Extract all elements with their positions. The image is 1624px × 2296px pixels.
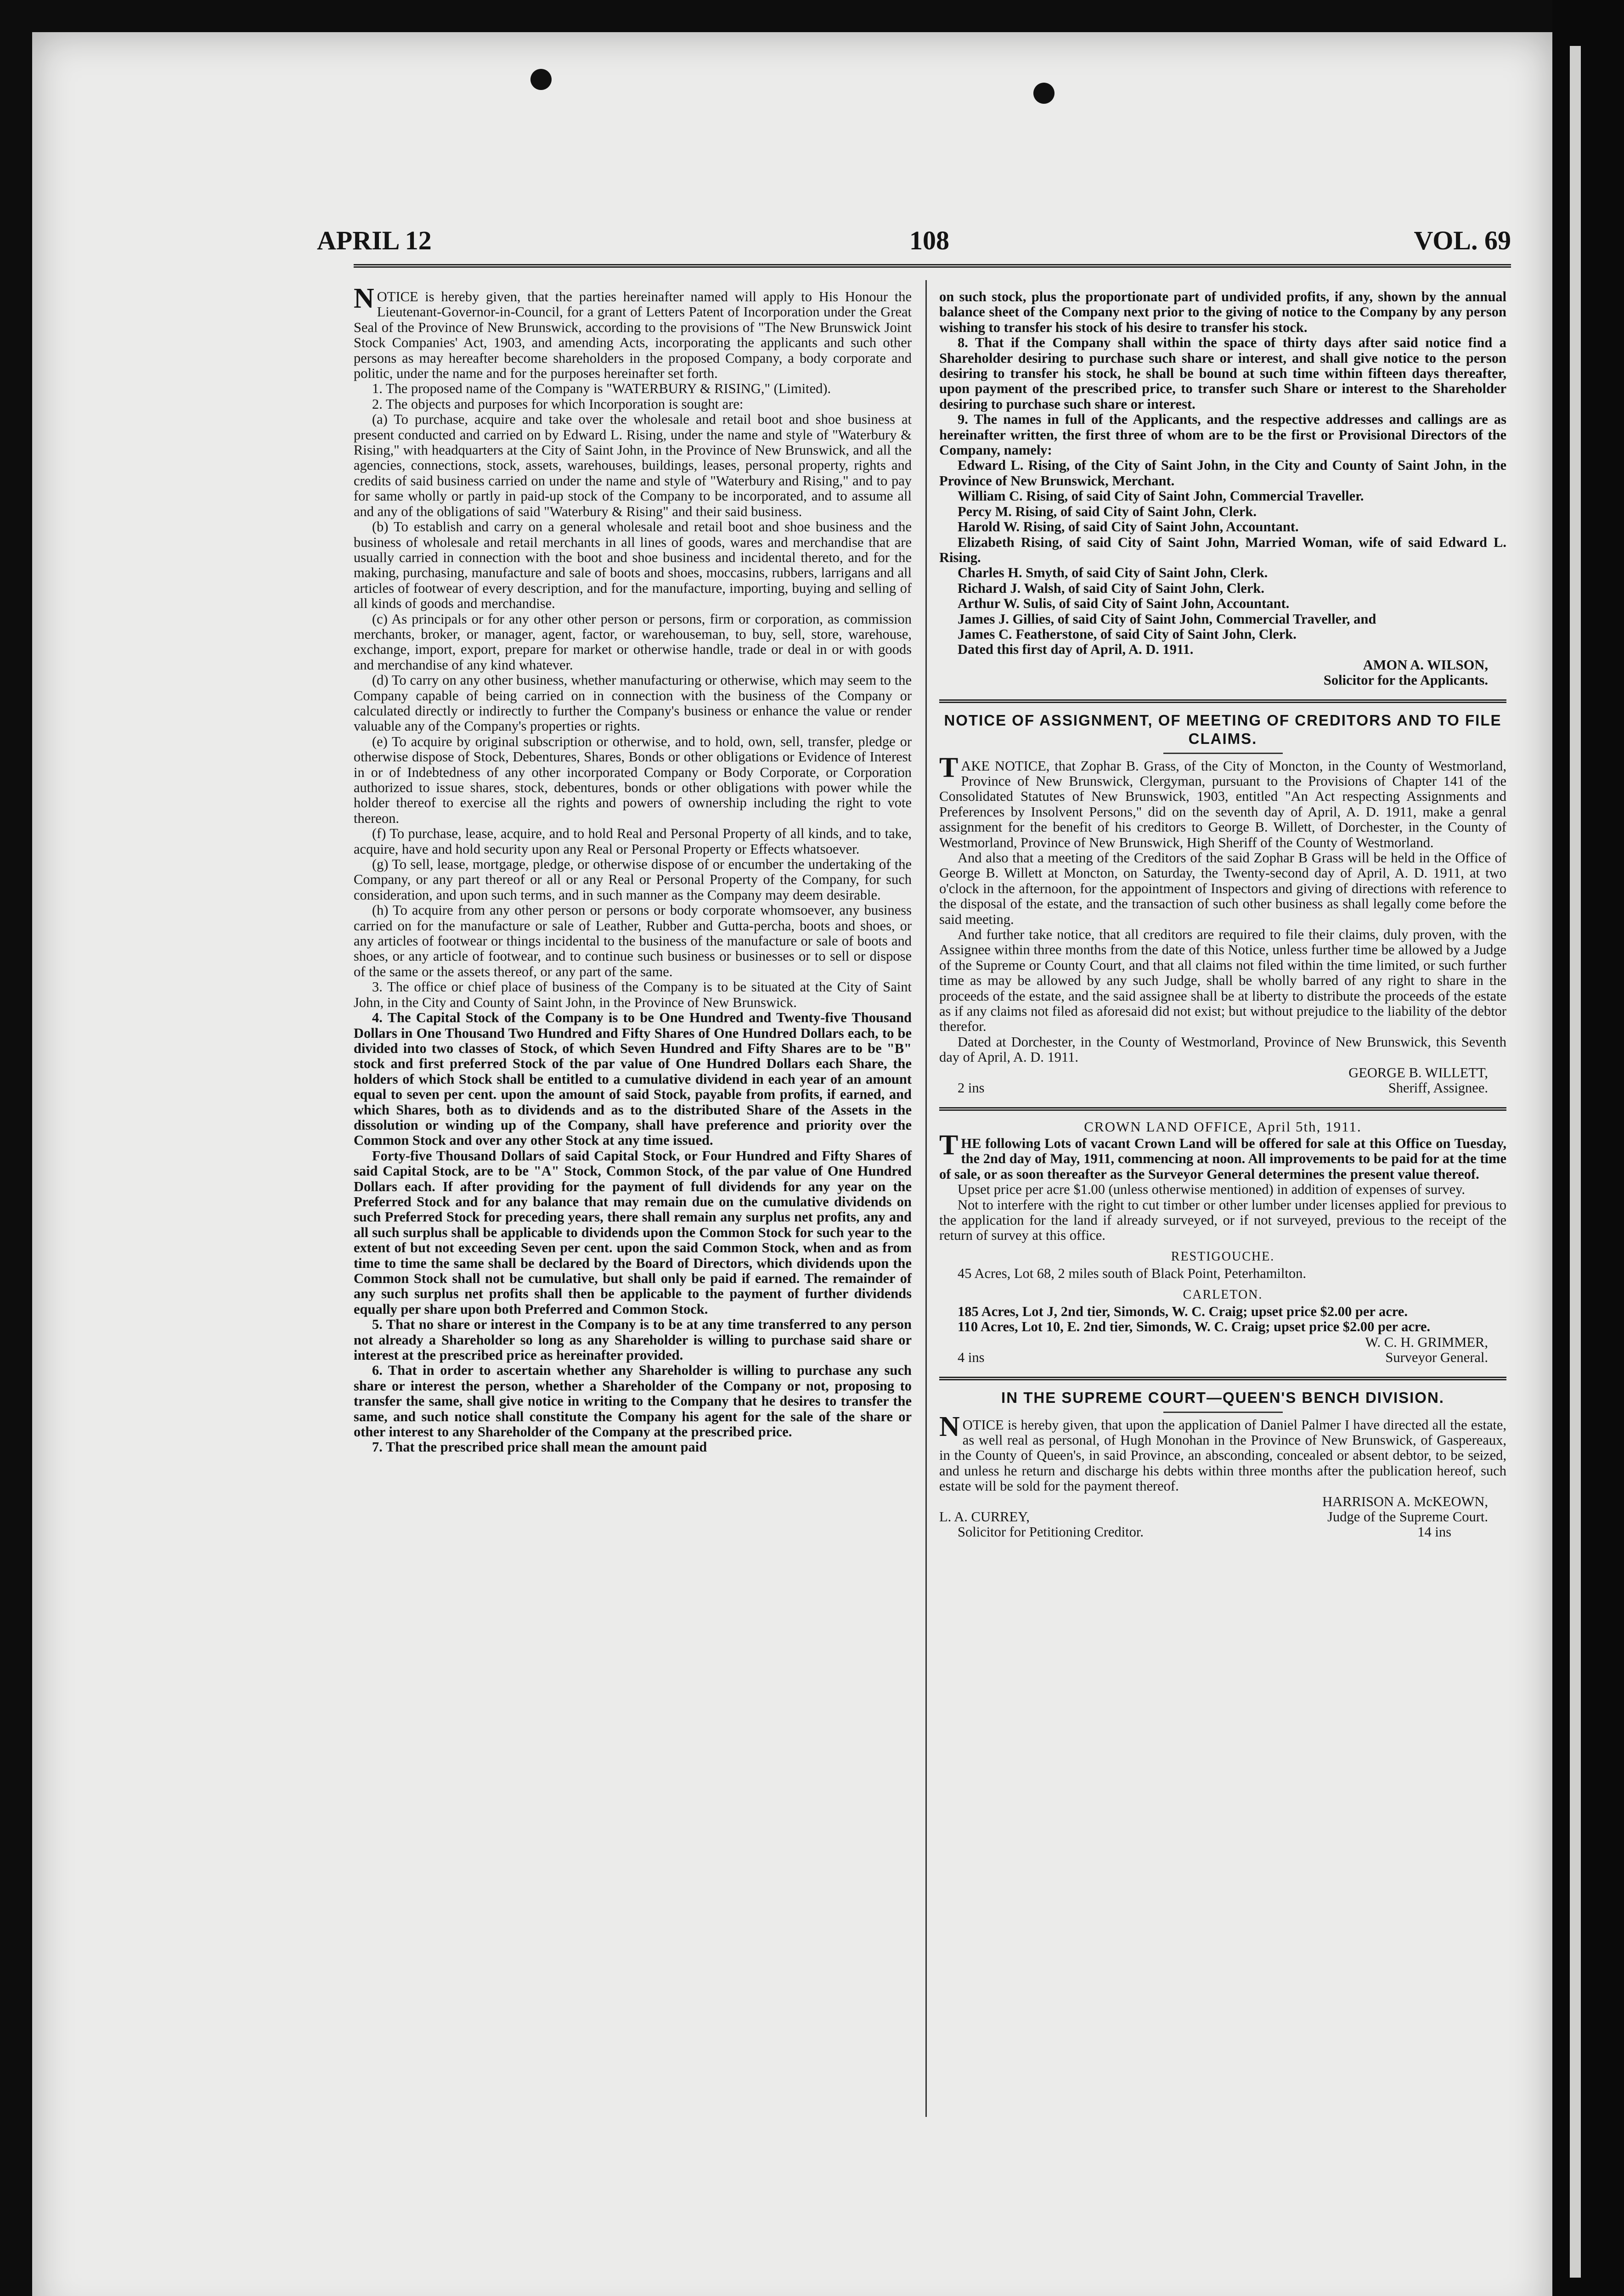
county-heading: CARLETON. — [1183, 1287, 1263, 1302]
drop-cap: T — [939, 1129, 959, 1161]
crown-title: Surveyor General. — [1385, 1350, 1488, 1366]
land-lot: 185 Acres, Lot J, 2nd tier, Simonds, W. C. Craig; upset price $2.00 per acre. — [958, 1303, 1408, 1319]
court-footer-2 — [939, 1525, 1506, 1540]
short-rule — [1163, 1412, 1283, 1413]
judge-title: Judge of the Supreme Court. — [1327, 1509, 1488, 1525]
adjacent-page-edge — [1570, 46, 1581, 2278]
clause-2d: (d) To carry on any other business, whether manufacturing or otherwise, which may seem to the Company capable of being carried on in connection with the business of the Company or calculated directly or indirectly to further the Company's business or enhance the value or render valuable any of the Company's properties or rights. — [354, 672, 912, 734]
clause-2c: (c) As principals or for any other other person or persons, firm or corporation, as commission merchants, broker, or manager, agent, factor, or warehouseman, to buy, sell, store, warehouse, exchange, import, export, prepare for market or otherwise handle, trade or deal in or with goods and merchandise of any kind whatever. — [354, 611, 912, 673]
crown-signature: W. C. H. GRIMMER, — [1365, 1334, 1488, 1350]
assignment-dated: Dated at Dorchester, in the County of Westmorland, Province of New Brunswick, this Seventh day of April, A. D. 1911. — [939, 1034, 1506, 1065]
clause-2f: (f) To purchase, lease, acquire, and to hold Real and Personal Property of all kinds, and to take, acquire, have and hold security upon any Real or Personal Property or Effects whatsoever. — [354, 826, 912, 857]
drop-cap: T — [939, 752, 959, 783]
applicant: Elizabeth Rising, of said City of Saint John, Married Woman, wife of said Edward L. Rising. — [939, 534, 1506, 565]
upset-price-note: Upset price per acre $1.00 (unless otherwise mentioned) in addition of expenses of survey. — [958, 1182, 1466, 1198]
insertion-count: 2 ins — [958, 1080, 985, 1096]
assignment-meeting: And also that a meeting of the Creditors of the said Zophar B Grass will be held in the Office of George B. Willett at Moncton, on Saturday, the Twenty-second day of April, A. D. 1911, at two o'clock in the afternoon, for the appointment of Inspectors and giving of directions with reference to the disposal of the estate, and the transaction of such other business as shall legally come before the said meeting. — [939, 850, 1506, 927]
volume-number: VOL. 69 — [1414, 225, 1511, 255]
clause-2: 2. The objects and purposes for which Incorporation is sought are: — [372, 396, 744, 412]
timber-note: Not to interfere with the right to cut timber or other lumber under licenses applied for previous to the application for the land if already surveyed, or if not surveyed, previous to the receipt of the return of survey at this office. — [939, 1197, 1506, 1244]
land-lot: 110 Acres, Lot 10, E. 2nd tier, Simonds, W. C. Craig; upset price $2.00 per acre. — [958, 1319, 1431, 1335]
right-column — [939, 289, 1506, 1540]
court-footer-1 — [939, 1509, 1506, 1525]
court-signature: HARRISON A. McKEOWN, — [1322, 1493, 1488, 1509]
assignment-heading: NOTICE OF ASSIGNMENT, OF MEETING OF CREDITORS AND TO FILE CLAIMS. — [944, 711, 1502, 747]
signature-title: Solicitor for the Applicants. — [1323, 672, 1488, 688]
insertion-count: 14 ins — [1417, 1524, 1451, 1540]
solicitor-title: Solicitor for Petitioning Creditor. — [958, 1524, 1144, 1540]
assignment-signature: GEORGE B. WILLETT, — [1348, 1064, 1488, 1080]
clause-3: 3. The office or chief place of business of the Company is to be situated at the City of Saint John, in the City and County of Saint John, in the Province of New Brunswick. — [354, 979, 912, 1010]
newspaper-page — [32, 32, 1552, 2296]
assignment-footer — [939, 1080, 1506, 1096]
assignment-title: Sheriff, Assignee. — [1388, 1080, 1488, 1096]
clause-2g: (g) To sell, lease, mortgage, pledge, or otherwise dispose of or encumber the undertaking of the Company, or any part thereof or all or any Real or Personal Property of the Company, for such consideration, and upon such terms, and in such manner as the Company may deem desirable. — [354, 856, 912, 903]
county-heading: RESTIGOUCHE. — [1171, 1249, 1275, 1264]
applicant-list — [939, 458, 1506, 642]
assignment-notice: TAKE NOTICE, that Zophar B. Grass, of the City of Moncton, in the County of Westmorland, Province of New Brunswick, Clergyman, pursuant to the Provisions of Chapter 141 of the Consolidated Statutes of New Brunswick, 1903, entitled "An Act respecting Assignments and Preferences by Insolvent Persons," did on the seventh day of April, A. D. 1911, make a genral assignment for the benefit of his creditors to George B. Willett, of Dorchester, in the County of Westmorland, Province of New Brunswick, High Sheriff of the County of Westmorland. — [939, 752, 1506, 850]
applicant: William C. Rising, of said City of Saint John, Commercial Traveller. — [958, 488, 1364, 504]
supreme-court-heading: IN THE SUPREME COURT—QUEEN'S BENCH DIVISION. — [1001, 1389, 1444, 1406]
drop-cap: N — [354, 283, 374, 314]
clause-1: 1. The proposed name of the Company is "WATERBURY & RISING," (Limited). — [372, 381, 831, 397]
assignment-claims: And further take notice, that all creditors are required to file their claims, duly proven, with the Assignee within three months from the date of this Notice, unless further time be allowed by a Judge of the Supreme or County Court, and that all claims not filed within the time limited, or such further time as may be allowed by any such Judge, shall be wholly barred of any right to share in the proceeds of the estate, and the said assignee shall be at liberty to distribute the proceeds of the estate as if any claims not filed as aforesaid did not exist; but without prejudice to the liability of the debtor therefor. — [939, 927, 1506, 1035]
clause-7-continued: on such stock, plus the proportionate part of undivided profits, if any, shown by the annual balance sheet of the Company next prior to the giving of notice to the Company by any person wishing to transfer his stock of his desire to transfer his stock. — [939, 289, 1506, 335]
crown-land-heading: CROWN LAND OFFICE, April 5th, 1911. — [1084, 1118, 1362, 1135]
punch-hole-right — [1033, 83, 1054, 104]
page-header — [317, 225, 1511, 257]
applicant: Arthur W. Sulis, of said City of Saint John, Accountant. — [958, 596, 1290, 612]
signature-name: AMON A. WILSON, — [1363, 657, 1488, 673]
applicant: Richard J. Walsh, of said City of Saint John, Clerk. — [958, 580, 1264, 596]
crown-land-notice: THE following Lots of vacant Crown Land will be offered for sale at this Office on Tuesday, the 2nd day of May, 1911, commencing at noon. All improvements to be paid for at the time of sale, or as soon thereafter as the Surveyor General determines the present value thereof. — [939, 1129, 1506, 1182]
scan-border — [1552, 0, 1624, 2296]
drop-cap: N — [939, 1411, 960, 1442]
page-number: 108 — [909, 225, 949, 255]
applicant: James C. Featherstone, of said City of Saint John, Clerk. — [958, 626, 1297, 642]
clause-4b: Forty-five Thousand Dollars of said Capital Stock, or Four Hundred and Fifty Shares of said Capital Stock, are to be "A" Stock, Common Stock, of the par value of One Hundred Dollars each. If after providing for the payment of full dividends for any year on the Preferred Stock and for any balance that may remain due on the cumulative dividends on such Preferred Stock for preceding years, there shall remain any surplus net profits, any and all such surplus shall be applicable to dividends upon the Common Stock for such year to the extent of but not exceeding Seven per cent. upon the said Common Stock, when and as from time to time the same shall be declared by the Board of Directors, which dividends upon the Common Stock shall not be cumulative, but shall only be paid if earned. The remainder of any such surplus net profits shall then be applicable to the payment of further dividends equally per share upon both Preferred and Common Stock. — [354, 1148, 912, 1317]
short-rule — [1163, 753, 1283, 754]
land-lot: 45 Acres, Lot 68, 2 miles south of Black Point, Peterhamilton. — [958, 1266, 1307, 1282]
clause-4: 4. The Capital Stock of the Company is to be One Hundred and Twenty-five Thousand Dollars in One Thousand Two Hundred and Fifty Shares of One Hundred Dollars each, to be divided into two classes of Stock, of which Seven Hundred and Fifty Shares are to be "B" stock and first preferred Stock of the par value of One Hundred Dollars each Share, the holders of which Stock shall be entitled to a cumulative dividend in each year of an amount equal to seven per cent. upon the amount of said Stock, payable from profits, if earned, and which Shares, both as to dividends and as to the distributed Share of the Assets in the dissolution or winding up of the Company, shall have preference and priority over the Common Stock and over any other Stock at any time issued. — [354, 1010, 912, 1148]
court-notice: NOTICE is hereby given, that upon the application of Daniel Palmer I have directed all the estate, as well real as personal, of Hugh Monohan in the Province of New Brunswick, of Gaspereaux, in the County of Queen's, in said Province, an absconding, concealed or absent debtor, to be seized, and unless he return and discharge his debts within three months after the publication hereof, such estate will be sold for the payment thereof. — [939, 1411, 1506, 1494]
header-rule — [354, 264, 1511, 268]
applicant: James J. Gillies, of said City of Saint John, Commercial Traveller, and — [958, 611, 1376, 627]
solicitor-name: L. A. CURREY, — [939, 1509, 1030, 1525]
notice-intro: NOTICE is hereby given, that the parties hereinafter named will apply to His Honour the Lieutenant-Governor-in-Council, for a grant of Letters Patent of Incorporation under the Great Seal of the Province of New Brunswick, according to the provisions of "The New Brunswick Joint Stock Companies' Act, 1903, and amending Acts, incorporating the applicants and such other persons as may hereafter become shareholders in the proposed Company, a body corporate and politic, under the name and for the purposes hereinafter set forth. — [354, 283, 912, 382]
clause-5: 5. That no share or interest in the Company is to be at any time transferred to any person not already a Shareholder so long as any Shareholder is willing to purchase said share or interest at the prescribed price as hereinafter provided. — [354, 1317, 912, 1363]
page-date: APRIL 12 — [317, 225, 432, 255]
clause-9: 9. The names in full of the Applicants, and the respective addresses and callings are as hereinafter written, the first three of whom are to be the first or Provisional Directors of the Company, namely: — [939, 411, 1506, 458]
punch-hole-left — [530, 69, 552, 90]
applicant: Harold W. Rising, of said City of Saint John, Accountant. — [958, 519, 1299, 535]
clause-8: 8. That if the Company shall within the space of thirty days after said notice find a Shareholder desiring to purchase such share or interest, and shall give notice to the person desiring to transfer his stock, he shall be bound at such time within fifteen days thereafter, upon payment of the prescribed price, to transfer such Share or interest to the Shareholder desiring to purchase such share or interest. — [939, 335, 1506, 412]
section-separator — [939, 1107, 1506, 1111]
clause-6: 6. That in order to ascertain whether any Shareholder is willing to purchase any such share or interest the person, whether a Shareholder of the Company or not, proposing to transfer the same, shall give notice in writing to the Company that he desires to transfer the same, and such notice shall constitute the Company his agent for the sale of the share or other interest to any Shareholder of the Company at the prescribed price. — [354, 1362, 912, 1440]
clause-2h: (h) To acquire from any other person or persons or body corporate whomsoever, any business carried on for the manufacture or sale of Leather, Rubber and Gutta-percha, boots and shoes, or any articles of footwear or things incidental to the business of the manufacture or sale of boots and shoes, or any article of footwear, and to continue such business or businesses or to sell or dispose of the same or the assets thereof, or any part of the same. — [354, 902, 912, 979]
clause-2e: (e) To acquire by original subscription or otherwise, and to hold, own, sell, transfer, pledge or otherwise dispose of Stock, Debentures, Shares, Bonds or other obligations or Evidence of Interest in or of Indebtedness of any other incorporated Company or Body Corporate, or Corporation authorized to issue shares, stock, debentures, bonds or other obligations with power while the holder thereof to exercise all the rights and powers of ownership including the right to vote thereon. — [354, 733, 912, 826]
column-divider — [925, 280, 927, 2117]
section-separator — [939, 1377, 1506, 1380]
left-column — [354, 283, 912, 1455]
dated-line: Dated this first day of April, A. D. 1911. — [958, 642, 1194, 658]
clause-2b: (b) To establish and carry on a general wholesale and retail boot and shoe business and the business of wholesale and retail merchants in all lines of goods, wares and merchandise that are usually carried in connection with the boot and shoe business and incidental thereto, and for the making, purchasing, manufacture and sale of boots and shoes, moccasins, rubbers, larrigans and all articles of footwear of every description, and for the manufacture, importing, buying and selling of all kinds of goods and merchandise. — [354, 519, 912, 612]
applicant: Edward L. Rising, of the City of Saint John, in the City and County of Saint John, in the Province of New Brunswick, Merchant. — [939, 457, 1506, 489]
insertion-count: 4 ins — [958, 1350, 985, 1366]
clause-2a: (a) To purchase, acquire and take over the wholesale and retail boot and shoe business at present conducted and carried on by Edward L. Rising, under the name and style of "Waterbury & Rising," with headquarters at the City of Saint John, in the Province of New Brunswick, and all the agencies, connections, stock, assets, warehouses, buildings, leases, personal property, rights and credits of said business carried on under the name and style of "Waterbury and Rising," and to pay for same wholly or partly in paid-up stock of the Company to be incorporated, and to assume all and any of the obligations of said "Waterbury & Rising" and their said business. — [354, 411, 912, 519]
applicant: Charles H. Smyth, of said City of Saint John, Clerk. — [958, 565, 1268, 581]
clause-7: 7. That the prescribed price shall mean the amount paid — [372, 1439, 707, 1455]
crown-footer — [939, 1350, 1506, 1365]
applicant: Percy M. Rising, of said City of Saint John, Clerk. — [958, 503, 1257, 519]
section-separator — [939, 699, 1506, 703]
